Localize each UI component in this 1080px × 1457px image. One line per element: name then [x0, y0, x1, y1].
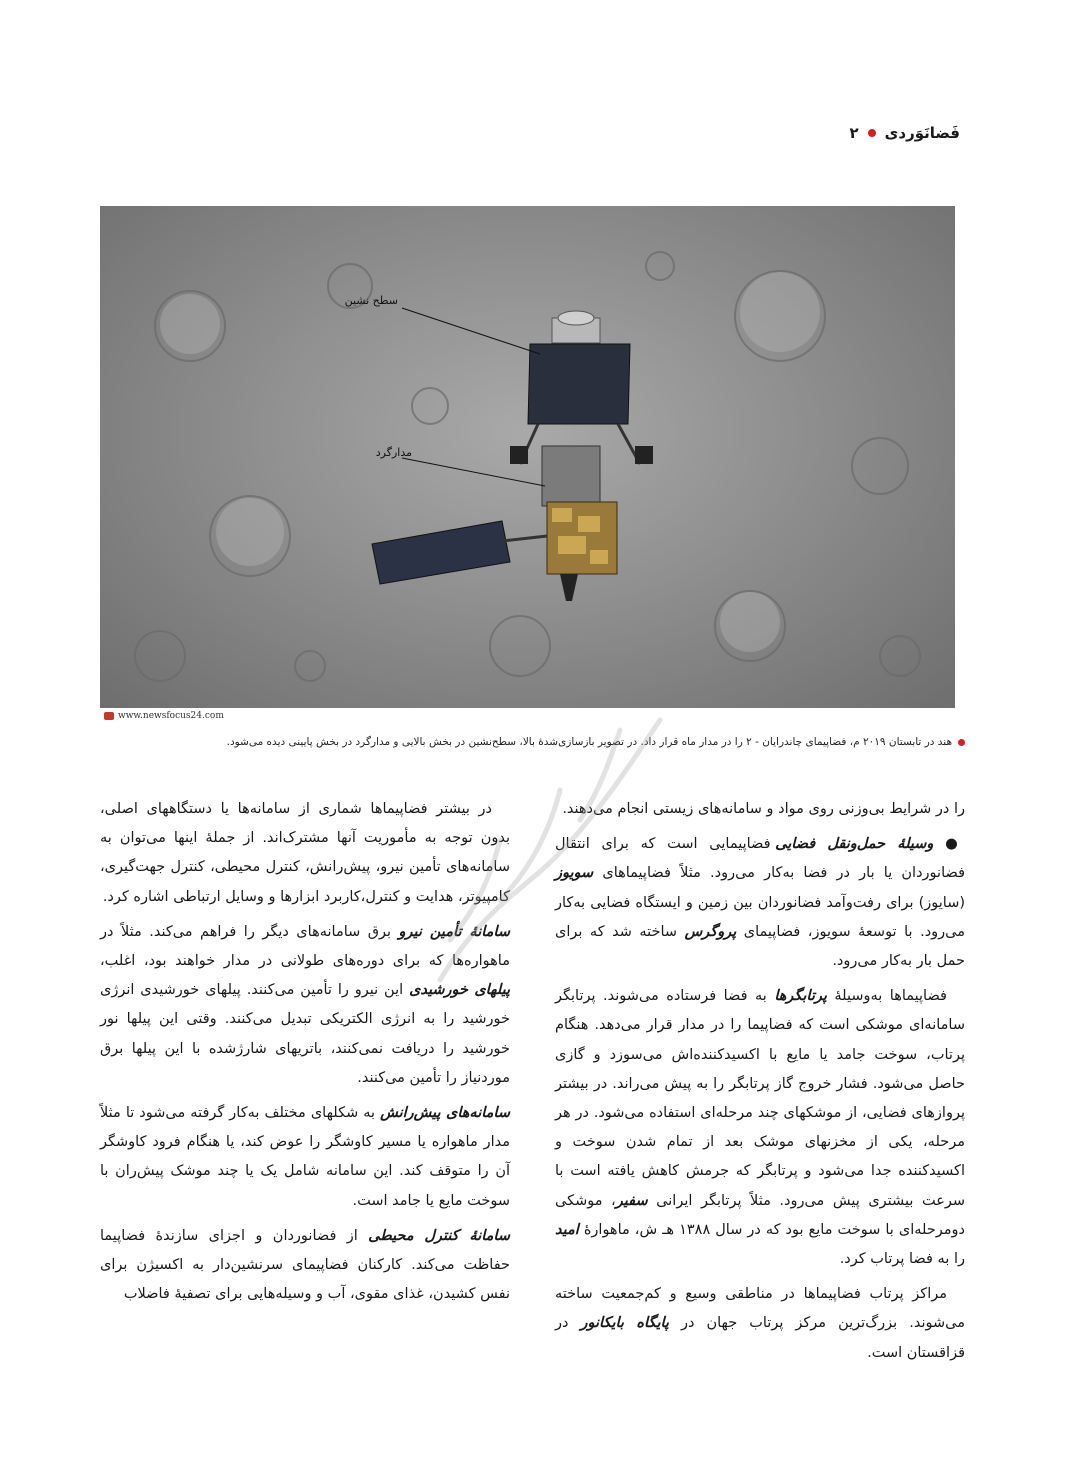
term-solar-cells: پیلهای خورشیدی — [409, 982, 510, 999]
paragraph — [100, 918, 510, 1093]
term-launchers: پرتابگرها — [774, 988, 827, 1005]
paragraph — [555, 795, 965, 824]
paragraph — [555, 982, 965, 1274]
paragraph-text: برق سامانه‌های دیگر را فراهم می‌کند. مثلاً در ماهواره‌ها که برای دوره‌های طولانی در مدار خواهند بود، اغلب، — [100, 923, 510, 970]
term-propulsion: سامانه‌های پیش‌رانش — [380, 1105, 510, 1122]
paragraph-text: در بیشتر فضاپیماها شماری از سامانه‌ها یا دستگاههای اصلی، بدون توجه به مأموریت آنها مشترک‌اند. از جملهٔ اینها می‌توان به سامانه‌های تأمین نیرو، پیش‌رانش، کنترل محیطی، کنترل جهت‌گیری، کامپیوتر، هدایت و کنترل،کاربرد ابزارها و وسایل ارتباطی اشاره کرد. — [100, 801, 510, 905]
paragraph-text: از فضانوردان و اجزای سازندهٔ فضاپیما حفاظت می‌کند. کارکنان فضاپیمای سرنشین‌دار به اکسیژن برای نفس کشیدن، غذای مقوی، آب و وسیله‌هایی برای تصفیهٔ فاضلاب — [100, 1227, 510, 1303]
paragraph-text: به شکلهای مختلف به‌کار گرفته می‌شود تا مثلاً مدار ماهواره یا مسیر کاوشگر را عوض کند، یا هنگام فرود کاوشگر آن را متوقف کند. این سامانه شامل یک یا چند موشک پیش‌ران با سوخت مایع یا جامد است. — [100, 1105, 510, 1209]
term-baikonur: پایگاه بایکانور — [580, 1315, 669, 1332]
paragraph-text: را به فضا پرتاب کرد. — [839, 1251, 965, 1268]
caption-bullet-icon — [958, 739, 965, 746]
paragraph-text: در قزاقستان است. — [555, 1315, 965, 1361]
image-source — [104, 711, 224, 721]
label-lander: سطح نشین — [344, 294, 398, 307]
term-safir: سفیر — [615, 1192, 648, 1209]
source-logo-icon — [104, 712, 114, 720]
left-column — [100, 795, 510, 1315]
figure-caption — [200, 735, 965, 749]
paragraph-text: به فضا فرستاده می‌شوند. پرتابگر سامانه‌ای موشکی است که فضاپیما را در مدار قرار می‌دهد. هنگام پرتاب، سوخت جامد یا مایع با اکسیدکننده‌اش می‌سوزد و گازی حاصل می‌شود. فشار خروج گاز پرتابگر را به پیش می‌راند. در بیشتر پروازهای فضایی، از موشکهای چند مرحله‌ای استفاده می‌شود. در هر مرحله، یکی از مخزنهای موشک بعد از تمام شدن سوخت و اکسیدکننده جدا می‌شود و پرتابگر که جرمش کاهش یافته است با سرعت بیشتری پیش می‌رود. مثلاً پرتابگر ایرانی — [555, 988, 965, 1209]
page-number: ۲ — [849, 124, 859, 142]
chapter-title: فَضانَوَردی — [884, 124, 960, 142]
paragraph-text: مراکز پرتاب فضاپیماها در مناطقی وسیع و کم‌جمعیت ساخته می‌شوند. بزرگ‌ترین مرکز پرتاب جهان در — [555, 1286, 965, 1332]
term-power-system: سامانهٔ تأمین نیرو — [398, 923, 510, 940]
paragraph-text: ساخته شد که برای حمل بار به‌کار می‌رود. — [555, 923, 965, 970]
bullet-dot-icon — [868, 129, 876, 137]
term-omid: امید — [555, 1221, 579, 1238]
paragraph — [100, 1099, 510, 1216]
moon-spacecraft-illustration — [100, 206, 955, 708]
right-column — [555, 795, 965, 1374]
term-environment-control: سامانهٔ کنترل محیطی — [368, 1227, 510, 1244]
paragraph-text: این نیرو را تأمین می‌کنند. پیلهای خورشیدی انرژی خورشید را به انرژی الکتریکی تبدیل می‌کنند. وقتی این پیلها نور خورشید را دریافت نمی‌کنند، باتریهای شارژشده با این پیلها برق موردنیاز را تأمین می‌کنند. — [100, 982, 510, 1086]
spacecraft-figure — [100, 206, 955, 708]
paragraph — [555, 1280, 965, 1368]
paragraph-text: را در شرایط بی‌وزنی روی مواد و سامانه‌های زیستی انجام می‌دهند. — [562, 801, 965, 817]
label-orbiter: مدارگرد — [375, 446, 412, 459]
term-soyuz: سویوز — [555, 865, 594, 882]
paragraph-text: فضاپیمایی است که برای انتقال فضانوردان یا بار در فضا به‌کار می‌رود. مثلاً فضاپیماهای — [555, 836, 965, 882]
paragraph-text: (سایوز) برای رفت‌وآمد فضانوردان بین زمین و ایستگاه فضایی به‌کار می‌رود. با توسعهٔ سویوز، فضاپیمای — [555, 894, 966, 940]
term-progress: پروگرس — [684, 923, 737, 940]
term-transport: وسیلهٔ حمل‌ونقل فضایی — [775, 836, 934, 853]
caption-text: هند در تابستان ۲۰۱۹ م، فضاپیمای چاندرایان - ۲ را در مدار ماه قرار داد. در تصویر بازسازی‌شدهٔ بالا، سطح‌نشین در بخش بالایی و مدارگرد در بخش پایینی دیده می‌شود. — [226, 736, 952, 748]
paragraph-text: ، موشکی دومرحله‌ای با سوخت مایع بود که در سال ۱۳۸۸ هـ ش، ماهوارهٔ — [555, 1192, 965, 1238]
paragraph — [100, 795, 510, 912]
paragraph — [100, 1222, 510, 1310]
page-header — [849, 124, 960, 142]
source-url: www.newsfocus24.com — [118, 711, 224, 721]
paragraph-text: فضاپیماها به‌وسیلهٔ — [826, 988, 947, 1005]
paragraph: ● وسیلهٔ حمل‌ونقل فضایی فضاپیمایی است که برای انتقال فضانوردان یا بار در فضا به‌کار می‌رود. مثلاً فضاپیماهای سویوز (سایوز) برای رفت‌وآمد فضانوردان بین زمین و ایستگاه فضایی به‌کار می‌رود. با توسعهٔ سویوز، فضاپیمای پروگرس ساخته شد که برای حمل بار به‌کار می‌رود. — [555, 836, 966, 970]
